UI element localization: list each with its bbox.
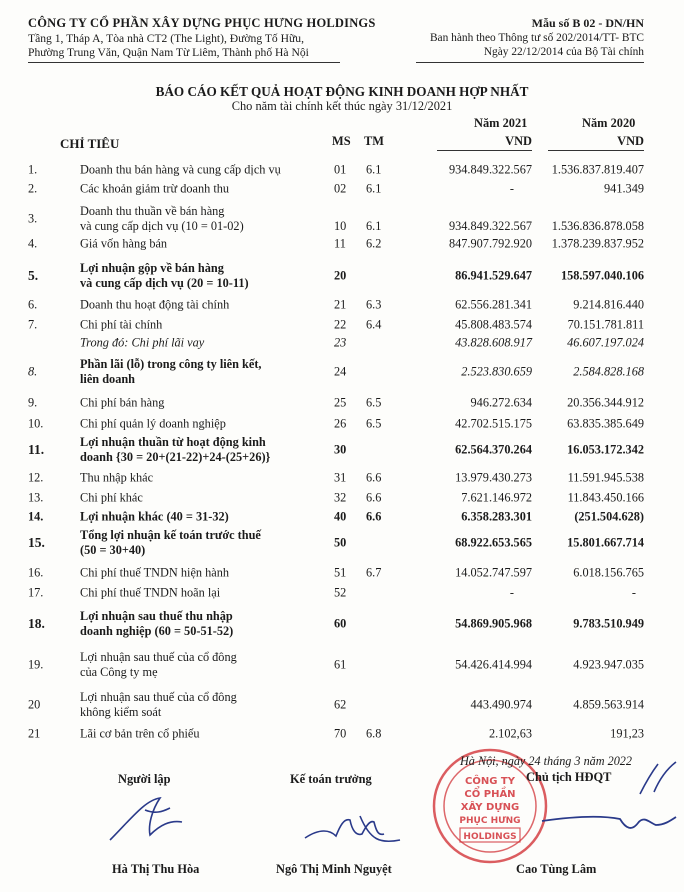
row-number: 7. — [28, 317, 38, 332]
row-value-2021: 6.358.283.301 — [461, 509, 532, 524]
row-value-2021: - — [509, 585, 514, 600]
row-number: 8. — [28, 364, 38, 379]
row-number: 12. — [28, 470, 44, 485]
row-ms: 30 — [334, 442, 347, 457]
row-value-2021: 7.621.146.972 — [461, 490, 532, 505]
row-tm: 6.4 — [366, 317, 382, 332]
row-value-2020: 9.214.816.440 — [573, 297, 644, 312]
row-ms: 50 — [334, 535, 347, 550]
row-value-2020: 46.607.197.024 — [567, 335, 644, 350]
row-value-2021: 847.907.792.920 — [448, 236, 532, 251]
row-label: Lãi cơ bản trên cổ phiếu — [80, 726, 200, 741]
stamp-line3: XÂY DỰNG — [460, 802, 520, 813]
row-value-2020: 70.151.781.811 — [567, 317, 644, 332]
col-unit-2020: VND — [617, 134, 644, 148]
form-code: Mẫu số B 02 - DN/HN — [531, 16, 644, 30]
row-value-2021: 68.922.653.565 — [455, 535, 532, 550]
row-number: 18. — [28, 616, 45, 631]
row-label: Lợi nhuận sau thuế thu nhập doanh nghiệp (60 = 50-51-52) — [80, 609, 234, 638]
row-label: Lợi nhuận sau thuế của cổ đông không kiểm soát — [80, 690, 237, 719]
preparer-role: Người lập — [118, 772, 171, 786]
row-label: Trong đó: Chi phí lãi vay — [80, 335, 205, 350]
row-value-2021: 62.556.281.341 — [455, 297, 532, 312]
preparer-name: Hà Thị Thu Hòa — [112, 862, 200, 876]
row-number: 20 — [28, 697, 41, 712]
row-value-2020: 941.349 — [604, 181, 644, 196]
table-row — [0, 688, 684, 722]
table-row — [0, 490, 684, 506]
form-regulation-line1: Ban hành theo Thông tư số 202/2014/TT- BTC — [429, 32, 644, 44]
row-label: Chi phí quản lý doanh nghiệp — [80, 416, 226, 431]
row-label: Doanh thu bán hàng và cung cấp dịch vụ — [80, 162, 281, 177]
row-tm: 6.1 — [366, 219, 382, 233]
report-title: BÁO CÁO KẾT QUẢ HOẠT ĐỘNG KINH DOANH HỢP NHẤT — [155, 84, 529, 99]
row-label: Giá vốn hàng bán — [80, 236, 168, 251]
company-address-line1: Tầng 1, Tháp A, Tòa nhà CT2 (The Light), Đường Tố Hữu, — [28, 32, 304, 45]
row-label: Lợi nhuận gộp về bán hàng và cung cấp dịch vụ (20 = 10-11) — [80, 261, 249, 290]
row-number: 16. — [28, 565, 44, 580]
row-tm: 6.1 — [366, 162, 382, 177]
accountant-role: Kế toán trưởng — [290, 772, 372, 786]
table-row — [0, 202, 684, 236]
table-row — [0, 470, 684, 486]
row-tm: 6.6 — [366, 509, 382, 524]
row-ms: 62 — [334, 697, 347, 712]
row-value-2021: 2.523.830.659 — [461, 364, 532, 379]
row-number: 21 — [28, 726, 41, 741]
row-number: 4. — [28, 236, 38, 251]
row-number: 5. — [28, 268, 39, 283]
row-label: Chi phí bán hàng — [80, 395, 165, 410]
row-label: Doanh thu hoạt động tài chính — [80, 297, 230, 312]
header-underline-2021 — [437, 150, 532, 151]
table-row — [0, 526, 684, 560]
table-row — [0, 317, 684, 333]
col-year-2020: Năm 2020 — [582, 116, 636, 130]
table-row — [0, 416, 684, 432]
row-tm: 6.5 — [366, 395, 382, 410]
row-label: Lợi nhuận khác (40 = 31-32) — [80, 509, 229, 524]
table-row — [0, 236, 684, 252]
row-number: 19. — [28, 657, 44, 672]
row-value-2020: 1.378.239.837.952 — [551, 236, 644, 251]
row-value-2020: 16.053.172.342 — [567, 442, 644, 457]
row-ms: 70 — [334, 726, 347, 741]
row-value-2021: 13.979.430.273 — [455, 470, 532, 485]
table-row — [0, 433, 684, 467]
row-value-2021: 45.808.483.574 — [455, 317, 532, 332]
stamp-line5: HOLDINGS — [463, 832, 517, 842]
row-value-2021: 62.564.370.264 — [455, 442, 532, 457]
row-value-2020: 1.536.836.878.058 — [551, 219, 644, 233]
row-ms: 32 — [334, 490, 347, 505]
row-label: Chi phí khác — [80, 490, 143, 505]
row-value-2020: 20.356.344.912 — [567, 395, 644, 410]
header-underline-2020 — [548, 150, 644, 151]
table-row — [0, 162, 684, 178]
row-label: Chi phí thuế TNDN hoãn lại — [80, 585, 221, 600]
row-number: 10. — [28, 416, 44, 431]
row-label: Phần lãi (lỗ) trong công ty liên kết, liên doanh — [80, 357, 262, 386]
row-tm: 6.3 — [366, 297, 382, 312]
table-row — [0, 607, 684, 641]
table-row — [0, 181, 684, 197]
company-address-line2: Phường Trung Văn, Quận Nam Từ Liêm, Thành phố Hà Nội — [28, 46, 309, 59]
row-value-2021: 54.426.414.994 — [455, 657, 532, 672]
row-tm: 6.8 — [366, 726, 382, 741]
row-number: 17. — [28, 585, 44, 600]
row-ms: 31 — [334, 470, 347, 485]
row-value-2021: 946.272.634 — [470, 395, 532, 410]
row-ms: 25 — [334, 395, 347, 410]
preparer-signature — [90, 790, 210, 850]
row-ms: 10 — [334, 219, 347, 233]
row-value-2020: 15.801.667.714 — [567, 535, 644, 550]
chair-name: Cao Tùng Lâm — [516, 862, 597, 876]
row-number: 15. — [28, 535, 45, 550]
col-unit-2021: VND — [505, 134, 532, 148]
row-tm: 6.6 — [366, 470, 382, 485]
row-label: Tổng lợi nhuận kế toán trước thuế (50 = 30+40) — [80, 528, 261, 557]
row-value-2021: 42.702.515.175 — [455, 416, 532, 431]
row-value-2021: 54.869.905.968 — [455, 616, 532, 631]
row-ms: 02 — [334, 181, 347, 196]
row-value-2020: 191,23 — [610, 726, 644, 741]
report-subtitle: Cho năm tài chính kết thúc ngày 31/12/2021 — [231, 99, 453, 113]
row-value-2020: 6.018.156.765 — [573, 565, 644, 580]
row-value-2020: 4.923.947.035 — [573, 657, 644, 672]
form-regulation-line2: Ngày 22/12/2014 của Bộ Tài chính — [483, 46, 644, 58]
row-ms: 24 — [334, 364, 347, 379]
row-value-2021: - — [509, 181, 514, 196]
row-ms: 23 — [334, 335, 347, 350]
accountant-signature — [300, 800, 410, 850]
row-value-2020: 63.835.385.649 — [567, 416, 644, 431]
row-label: Chi phí tài chính — [80, 317, 163, 332]
row-ms: 60 — [334, 616, 347, 631]
accountant-name: Ngô Thị Minh Nguyệt — [276, 862, 392, 876]
table-row — [0, 259, 684, 293]
row-value-2021: 443.490.974 — [470, 697, 532, 712]
table-row — [0, 395, 684, 411]
row-number: 1. — [28, 162, 38, 177]
row-value-2021: 43.828.608.917 — [455, 335, 532, 350]
col-tm: TM — [364, 134, 384, 148]
place-date: Hà Nội, ngày 24 tháng 3 năm 2022 — [460, 754, 632, 768]
company-name: CÔNG TY CỔ PHẦN XÂY DỰNG PHỤC HƯNG HOLDINGS — [28, 16, 376, 30]
row-value-2020: 2.584.828.168 — [573, 364, 644, 379]
table-row — [0, 648, 684, 682]
row-ms: 52 — [334, 585, 347, 600]
row-tm: 6.2 — [366, 236, 382, 251]
row-label: Lợi nhuận sau thuế của cổ đông của Công ty mẹ — [80, 650, 237, 679]
row-value-2020: 1.536.837.819.407 — [551, 162, 644, 177]
row-tm: 6.5 — [366, 416, 382, 431]
row-value-2020: 11.843.450.166 — [567, 490, 644, 505]
row-label: Các khoản giảm trừ doanh thu — [80, 181, 230, 196]
row-tm: 6.7 — [366, 565, 382, 580]
row-number: 13. — [28, 490, 44, 505]
table-row — [0, 585, 684, 601]
address-underline — [28, 62, 340, 63]
row-number: 9. — [28, 395, 38, 410]
table-row — [0, 726, 684, 742]
col-ms: MS — [332, 134, 351, 148]
stamp-line4: PHỤC HƯNG — [459, 816, 521, 826]
table-row — [0, 509, 684, 525]
row-value-2020: 11.591.945.538 — [567, 470, 644, 485]
row-label: Thu nhập khác — [80, 470, 154, 485]
row-number: 3. — [28, 211, 38, 226]
table-row — [0, 297, 684, 313]
row-ms: 40 — [334, 509, 347, 524]
initials-mark — [636, 758, 682, 798]
stamp-line2: CỔ PHẦN — [464, 789, 516, 800]
row-value-2021: 86.941.529.647 — [455, 268, 532, 283]
form-underline — [416, 62, 644, 63]
row-ms: 21 — [334, 297, 347, 312]
row-ms: 22 — [334, 317, 347, 332]
row-label: Chi phí thuế TNDN hiện hành — [80, 565, 230, 580]
row-number: 6. — [28, 297, 38, 312]
col-year-2021: Năm 2021 — [474, 116, 528, 130]
row-value-2020: (251.504.628) — [574, 509, 644, 524]
row-ms: 61 — [334, 657, 347, 672]
col-indicator: CHỈ TIÊU — [60, 136, 120, 151]
table-row — [0, 565, 684, 581]
row-ms: 11 — [334, 236, 346, 251]
row-value-2020: 158.597.040.106 — [560, 268, 644, 283]
row-ms: 20 — [334, 268, 347, 283]
chair-signature — [540, 795, 680, 845]
row-value-2021: 934.849.322.567 — [448, 162, 532, 177]
row-number: 14. — [28, 509, 44, 524]
row-value-2020: - — [631, 585, 636, 600]
row-label: Doanh thu thuần về bán hàng và cung cấp dịch vụ (10 = 01-02) — [80, 204, 244, 233]
row-tm: 6.6 — [366, 490, 382, 505]
row-value-2021: 934.849.322.567 — [448, 219, 532, 233]
table-row — [0, 354, 684, 390]
row-ms: 26 — [334, 416, 347, 431]
chair-role: Chủ tịch HĐQT — [526, 770, 612, 784]
stamp-line1: CÔNG TY — [465, 776, 515, 787]
row-label: Lợi nhuận thuần từ hoạt động kinh doanh {30 = 20+(21-22)+24-(25+26)} — [80, 435, 271, 464]
row-value-2020: 4.859.563.914 — [573, 697, 644, 712]
row-tm: 6.1 — [366, 181, 382, 196]
row-value-2021: 14.052.747.597 — [455, 565, 532, 580]
row-value-2020: 9.783.510.949 — [573, 616, 644, 631]
row-number: 2. — [28, 181, 38, 196]
row-ms: 51 — [334, 565, 347, 580]
table-row — [0, 335, 684, 351]
row-value-2021: 2.102,63 — [488, 726, 532, 741]
row-ms: 01 — [334, 162, 347, 177]
row-number: 11. — [28, 442, 45, 457]
